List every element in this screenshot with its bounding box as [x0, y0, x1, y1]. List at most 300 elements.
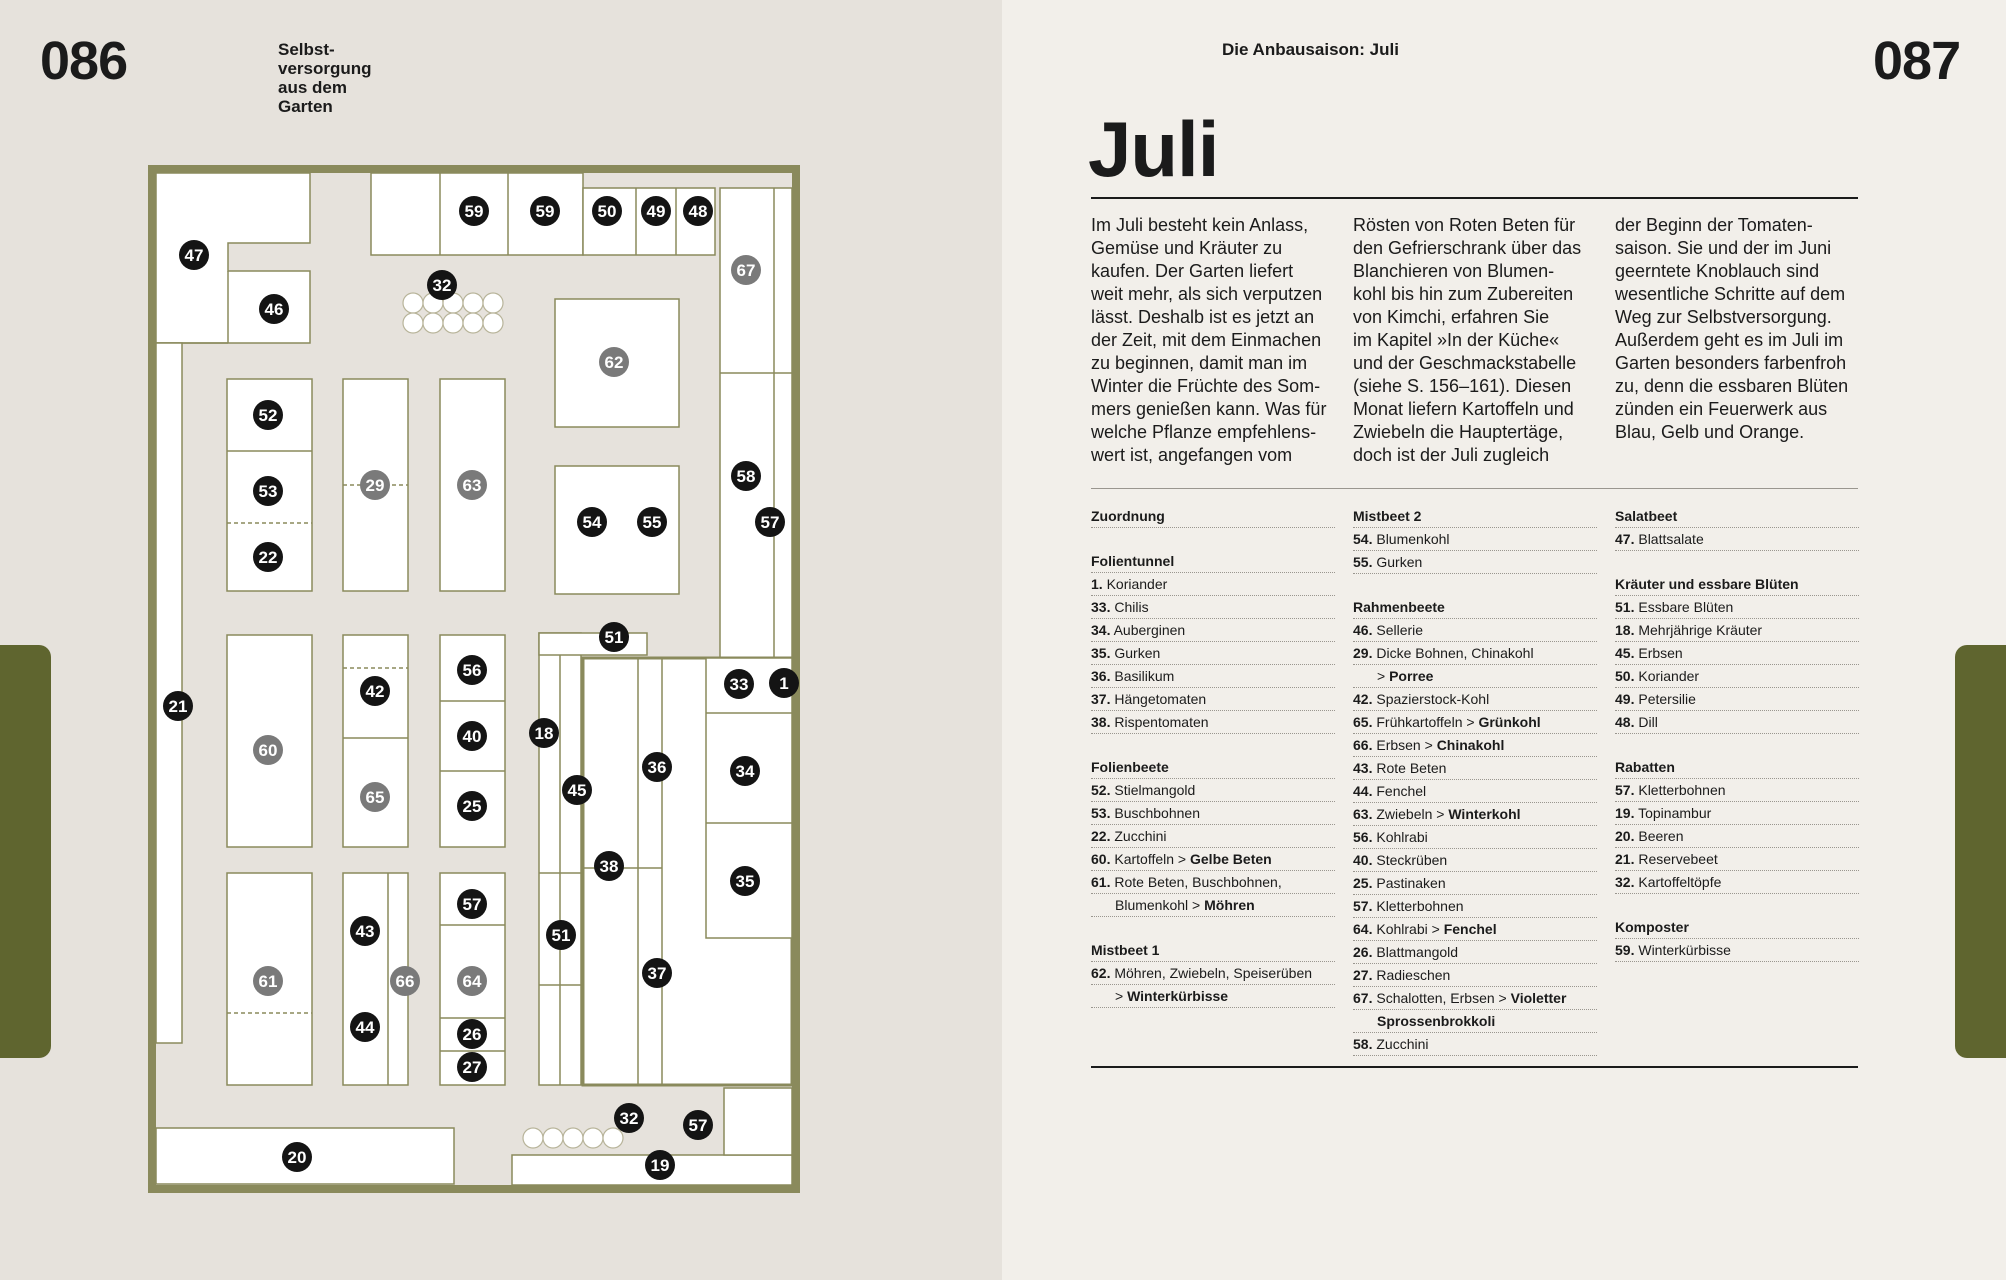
marker-label: 57 — [462, 895, 482, 914]
legend-bold-text: Chinakohl — [1436, 737, 1505, 753]
legend-text: > — [1115, 988, 1124, 1004]
intro-column-2 — [1353, 214, 1595, 467]
marker-label: 49 — [646, 202, 666, 221]
legend-entry — [1353, 619, 1597, 642]
marker-label: 42 — [365, 682, 385, 701]
legend-spacer — [1353, 574, 1597, 596]
legend-text: Beeren — [1638, 828, 1684, 844]
plan-marker-63 — [457, 470, 487, 500]
marker-label: 38 — [599, 857, 619, 876]
legend-number: 26. — [1353, 944, 1373, 960]
plan-marker-1 — [769, 668, 799, 698]
legend-column-2 — [1353, 505, 1597, 1056]
marker-label: 36 — [647, 758, 667, 777]
plan-marker-49 — [641, 196, 671, 226]
legend-text: Zucchini — [1376, 1036, 1429, 1052]
legend-text: Topinambur — [1638, 805, 1712, 821]
marker-label: 52 — [258, 406, 278, 425]
plan-marker-55 — [637, 507, 667, 537]
legend-number: 66. — [1353, 737, 1373, 753]
marker-label: 60 — [258, 741, 278, 760]
plan-marker-19 — [645, 1150, 675, 1180]
legend-text: Hängetomaten — [1114, 691, 1207, 707]
legend-number: 57. — [1353, 898, 1373, 914]
legend-text: Kohlrabi — [1376, 829, 1428, 845]
legend-text: Erbsen > — [1376, 737, 1433, 753]
plan-marker-50 — [592, 196, 622, 226]
legend-entry — [1353, 803, 1597, 826]
plan-marker-40 — [457, 721, 487, 751]
legend-text: Rote Beten, Buschbohnen, — [1114, 874, 1282, 890]
legend-entry — [1615, 825, 1859, 848]
legend-entry — [1353, 987, 1597, 1010]
legend-number: 1. — [1091, 576, 1103, 592]
marker-label: 27 — [462, 1058, 482, 1077]
marker-label: 45 — [567, 781, 587, 800]
legend-number: 62. — [1091, 965, 1111, 981]
plan-marker-67 — [731, 255, 761, 285]
legend-entry — [1353, 642, 1597, 665]
legend-number: 29. — [1353, 645, 1373, 661]
legend-bold-text: Gelbe Beten — [1190, 851, 1272, 867]
marker-label: 33 — [729, 675, 749, 694]
plan-marker-32 — [427, 270, 457, 300]
legend-number: 22. — [1091, 828, 1111, 844]
legend-number: 49. — [1615, 691, 1635, 707]
legend-text: Zwiebeln > — [1376, 806, 1445, 822]
legend-entry — [1615, 642, 1859, 665]
legend-number: 35. — [1091, 645, 1111, 661]
legend-text: Schalotten, Erbsen > — [1376, 990, 1507, 1006]
marker-label: 43 — [355, 922, 375, 941]
intro-line: Blau, Gelb und Orange. — [1615, 422, 1805, 442]
polytunnel-right-bed — [706, 658, 792, 938]
intro-line: doch ist der Juli zugleich — [1353, 445, 1550, 465]
plan-marker-57 — [457, 889, 487, 919]
plan-marker-32 — [614, 1103, 644, 1133]
chapter-tab-right — [1955, 645, 2006, 1058]
plan-marker-51 — [546, 920, 576, 950]
intro-line: welche Pflanze empfehlens- — [1091, 422, 1317, 442]
marker-label: 54 — [582, 513, 602, 532]
legend-text: Spazierstock-Kohl — [1376, 691, 1490, 707]
plan-marker-47 — [179, 240, 209, 270]
legend-heading: Kräuter und essbare Blüten — [1615, 573, 1859, 596]
legend-continuation — [1353, 665, 1597, 688]
legend-entry — [1615, 871, 1859, 894]
legend-text: > — [1377, 668, 1386, 684]
legend-text: Winterkürbisse — [1638, 942, 1731, 958]
legend-entry — [1615, 848, 1859, 871]
legend-text: Kartoffeltöpfe — [1638, 874, 1722, 890]
plan-marker-36 — [642, 752, 672, 782]
legend-number: 54. — [1353, 531, 1373, 547]
marker-label: 56 — [462, 661, 482, 680]
legend-number: 37. — [1091, 691, 1111, 707]
legend-number: 57. — [1615, 782, 1635, 798]
legend-text: Basilikum — [1114, 668, 1175, 684]
legend-entry — [1091, 596, 1335, 619]
intro-line: Zwiebeln die Hauptertäge, — [1353, 422, 1564, 442]
legend-heading: Komposter — [1615, 916, 1859, 939]
legend-number: 55. — [1353, 554, 1373, 570]
legend-text: Zucchini — [1114, 828, 1167, 844]
marker-label: 29 — [365, 476, 385, 495]
legend-heading: Mistbeet 2 — [1353, 505, 1597, 528]
marker-label: 53 — [258, 482, 278, 501]
plan-marker-59 — [459, 196, 489, 226]
intro-line: Rösten von Roten Beten für — [1353, 215, 1576, 235]
marker-label: 48 — [688, 202, 708, 221]
legend-text: Chilis — [1114, 599, 1149, 615]
marker-label: 61 — [258, 972, 278, 991]
marker-label: 46 — [264, 300, 284, 319]
marker-label: 57 — [688, 1116, 708, 1135]
legend-continuation — [1091, 985, 1335, 1008]
marker-label: 66 — [395, 972, 415, 991]
legend-spacer — [1615, 551, 1859, 573]
marker-label: 32 — [619, 1109, 639, 1128]
legend-bold-text: Grünkohl — [1478, 714, 1541, 730]
legend-heading: Folienbeete — [1091, 756, 1335, 779]
legend-entry — [1091, 779, 1335, 802]
legend-text: Reservebeet — [1638, 851, 1718, 867]
legend-number: 67. — [1353, 990, 1373, 1006]
legend-entry — [1353, 941, 1597, 964]
legend-entry — [1091, 665, 1335, 688]
legend-entry — [1615, 802, 1859, 825]
page-number-left: 086 — [40, 31, 128, 91]
legend-text: Koriander — [1106, 576, 1168, 592]
herb-strip-top — [539, 633, 647, 655]
marker-label: 44 — [355, 1018, 375, 1037]
marker-label: 59 — [464, 202, 484, 221]
legend-text: Frühkartoffeln > — [1376, 714, 1475, 730]
legend-entry — [1615, 619, 1859, 642]
legend-heading: Mistbeet 1 — [1091, 939, 1335, 962]
legend-entry — [1091, 711, 1335, 734]
intro-line: zu, denn die essbaren Blüten — [1615, 376, 1849, 396]
legend-heading: Salatbeet — [1615, 505, 1859, 528]
plan-marker-58 — [731, 461, 761, 491]
legend-entry — [1615, 596, 1859, 619]
legend-text: Radieschen — [1376, 967, 1451, 983]
marker-label: 22 — [258, 548, 278, 567]
legend-entry — [1353, 918, 1597, 941]
intro-line: weit mehr, als sich verputzen — [1091, 284, 1323, 304]
legend-text: Dicke Bohnen, Chinakohl — [1376, 645, 1534, 661]
intro-line: im Kapitel »In der Küche« — [1353, 330, 1560, 350]
marker-label: 58 — [736, 467, 756, 486]
legend-heading: Rabatten — [1615, 756, 1859, 779]
marker-label: 55 — [642, 513, 662, 532]
marker-label: 65 — [365, 788, 385, 807]
legend-number: 60. — [1091, 851, 1111, 867]
legend-text: Essbare Blüten — [1638, 599, 1734, 615]
legend-bottom-rule — [1091, 1066, 1858, 1068]
intro-line: Im Juli besteht kein Anlass, — [1091, 215, 1309, 235]
marker-label: 50 — [597, 202, 617, 221]
legend-column-3 — [1615, 505, 1859, 962]
legend-entry — [1615, 939, 1859, 962]
legend-spacer — [1091, 917, 1335, 939]
legend-text: Blattsalate — [1638, 531, 1704, 547]
intro-line: der Beginn der Tomaten- — [1615, 215, 1813, 235]
legend-entry — [1353, 872, 1597, 895]
legend-text: Pastinaken — [1376, 875, 1446, 891]
legend-entry — [1615, 779, 1859, 802]
legend-bold-text: Porree — [1389, 668, 1434, 684]
plan-marker-51 — [599, 622, 629, 652]
legend-entry — [1091, 848, 1335, 871]
plan-marker-61 — [253, 966, 283, 996]
legend-bold-text: Winterkürbisse — [1127, 988, 1229, 1004]
plan-marker-54 — [577, 507, 607, 537]
legend-entry — [1091, 825, 1335, 848]
legend-text: Sellerie — [1376, 622, 1424, 638]
legend-number: 45. — [1615, 645, 1635, 661]
intro-line: der Zeit, mit dem Einmachen — [1091, 330, 1322, 350]
plan-marker-57 — [755, 507, 785, 537]
plan-marker-52 — [253, 400, 283, 430]
legend-text: Petersilie — [1638, 691, 1696, 707]
legend-text: Auberginen — [1113, 622, 1186, 638]
legend-entry — [1091, 642, 1335, 665]
legend-text: Kartoffeln > — [1114, 851, 1187, 867]
legend-text: Fenchel — [1376, 783, 1427, 799]
marker-label: 25 — [462, 797, 482, 816]
marker-label: 62 — [604, 353, 624, 372]
plan-marker-34 — [730, 756, 760, 786]
intro-line: kaufen. Der Garten liefert — [1091, 261, 1294, 281]
legend-entry — [1091, 962, 1335, 985]
legend-bold-text: Sprossenbrokkoli — [1377, 1013, 1496, 1029]
legend-entry — [1091, 871, 1335, 894]
running-title-right: Die Anbausaison: Juli — [1222, 40, 1399, 59]
legend-entry — [1353, 711, 1597, 734]
legend-top-rule — [1091, 488, 1858, 489]
intro-line: mers genießen kann. Was für — [1091, 399, 1327, 419]
legend-text: Kohlrabi > — [1376, 921, 1440, 937]
plan-marker-60 — [253, 735, 283, 765]
legend-number: 20. — [1615, 828, 1635, 844]
legend-entry — [1353, 849, 1597, 872]
legend-entry — [1353, 757, 1597, 780]
intro-line: Monat liefern Kartoffeln und — [1353, 399, 1574, 419]
legend-number: 65. — [1353, 714, 1373, 730]
legend-number: 63. — [1353, 806, 1373, 822]
legend-number: 42. — [1353, 691, 1373, 707]
marker-label: 63 — [462, 476, 482, 495]
legend-bold-text: Violetter — [1510, 990, 1567, 1006]
legend-number: 61. — [1091, 874, 1111, 890]
legend-spacer — [1091, 734, 1335, 756]
legend-entry — [1615, 528, 1859, 551]
legend-number: 33. — [1091, 599, 1111, 615]
legend-number: 21. — [1615, 851, 1635, 867]
legend-number: 53. — [1091, 805, 1111, 821]
legend-number: 18. — [1615, 622, 1635, 638]
legend-entry — [1353, 964, 1597, 987]
legend-entry — [1091, 619, 1335, 642]
legend-number: 51. — [1615, 599, 1635, 615]
intro-line: Weg zur Selbstversorgung. — [1615, 307, 1832, 327]
legend-number: 32. — [1615, 874, 1635, 890]
legend-text: Möhren, Zwiebeln, Speiserüben — [1114, 965, 1313, 981]
legend-text: Erbsen — [1638, 645, 1683, 661]
legend-number: 50. — [1615, 668, 1635, 684]
marker-label: 59 — [535, 202, 555, 221]
intro-line: wesentliche Schritte auf dem — [1615, 284, 1846, 304]
marker-label: 40 — [462, 727, 482, 746]
legend-entry — [1353, 528, 1597, 551]
legend-entry — [1353, 780, 1597, 803]
legend-number: 44. — [1353, 783, 1373, 799]
bed-57-bottom — [724, 1088, 792, 1155]
intro-line: Außerdem geht es im Juli im — [1615, 330, 1844, 350]
legend-bold-text: Möhren — [1204, 897, 1255, 913]
plan-marker-45 — [562, 775, 592, 805]
chapter-tab-left — [0, 645, 51, 1058]
plan-marker-59 — [530, 196, 560, 226]
plan-marker-22 — [253, 542, 283, 572]
marker-label: 34 — [735, 762, 755, 781]
legend-bold-text: Winterkohl — [1448, 806, 1521, 822]
legend-text: Buschbohnen — [1114, 805, 1200, 821]
legend-text: Rispentomaten — [1114, 714, 1209, 730]
legend-number: 56. — [1353, 829, 1373, 845]
plan-marker-42 — [360, 676, 390, 706]
legend-number: 19. — [1615, 805, 1635, 821]
legend-entry — [1353, 551, 1597, 574]
legend-number: 25. — [1353, 875, 1373, 891]
legend-entry — [1353, 826, 1597, 849]
legend-entry — [1091, 688, 1335, 711]
plan-marker-48 — [683, 196, 713, 226]
legend-text: Mehrjährige Kräuter — [1638, 622, 1763, 638]
legend-text: Gurken — [1376, 554, 1423, 570]
marker-label: 67 — [736, 261, 756, 280]
legend-text: Gurken — [1114, 645, 1161, 661]
page-number-right: 087 — [1873, 31, 1961, 91]
legend-spacer — [1091, 528, 1335, 550]
intro-line: kohl bis hin zum Zubereiten — [1353, 284, 1574, 304]
legend-number: 34. — [1091, 622, 1111, 638]
marker-label: 18 — [534, 724, 554, 743]
intro-line: zünden ein Feuerwerk aus — [1615, 399, 1828, 419]
legend-number: 46. — [1353, 622, 1373, 638]
legend-heading: Folientunnel — [1091, 550, 1335, 573]
marker-label: 51 — [551, 926, 571, 945]
legend-entry — [1615, 711, 1859, 734]
intro-line: und der Geschmackstabelle — [1353, 353, 1577, 373]
intro-line: den Gefrierschrank über das — [1353, 238, 1582, 258]
legend-text: Kletterbohnen — [1376, 898, 1464, 914]
legend-number: 36. — [1091, 668, 1111, 684]
legend-text: Kletterbohnen — [1638, 782, 1726, 798]
marker-label: 57 — [760, 513, 780, 532]
marker-label: 19 — [650, 1156, 670, 1175]
running-title-left: Selbst- versorgung aus dem Garten — [278, 40, 372, 116]
plan-marker-29 — [360, 470, 390, 500]
legend-number: 64. — [1353, 921, 1373, 937]
legend-number: 48. — [1615, 714, 1635, 730]
legend-continuation — [1091, 894, 1335, 917]
plan-marker-20 — [282, 1142, 312, 1172]
plan-marker-56 — [457, 655, 487, 685]
legend-number: 43. — [1353, 760, 1373, 776]
legend-number: 52. — [1091, 782, 1111, 798]
plan-marker-53 — [253, 476, 283, 506]
plan-marker-66 — [390, 966, 420, 996]
plan-marker-43 — [350, 916, 380, 946]
marker-label: 47 — [184, 246, 204, 265]
plan-marker-38 — [594, 851, 624, 881]
intro-column-3 — [1615, 214, 1857, 444]
legend-text: Rote Beten — [1376, 760, 1447, 776]
page-title: Juli — [1088, 105, 1219, 193]
intro-line: saison. Sie und der im Juni — [1615, 238, 1832, 258]
legend-text: Blumenkohl > — [1115, 897, 1201, 913]
legend-heading: Rahmenbeete — [1353, 596, 1597, 619]
legend-text: Dill — [1638, 714, 1658, 730]
plan-marker-35 — [730, 866, 760, 896]
marker-label: 32 — [432, 276, 452, 295]
marker-label: 1 — [779, 674, 789, 693]
title-rule — [1091, 197, 1858, 199]
plan-marker-57 — [683, 1110, 713, 1140]
plan-marker-37 — [642, 958, 672, 988]
plan-marker-26 — [457, 1019, 487, 1049]
legend-entry — [1353, 688, 1597, 711]
intro-line: (siehe S. 156–161). Diesen — [1353, 376, 1572, 396]
plan-marker-25 — [457, 791, 487, 821]
intro-line: von Kimchi, erfahren Sie — [1353, 307, 1550, 327]
plan-marker-18 — [529, 718, 559, 748]
garden-plan — [146, 163, 806, 1198]
intro-line: zu beginnen, damit man im — [1091, 353, 1308, 373]
plan-marker-27 — [457, 1052, 487, 1082]
bed-42-65 — [343, 635, 408, 847]
intro-line: wert ist, angefangen vom — [1091, 445, 1293, 465]
legend-entry — [1091, 573, 1335, 596]
legend-heading: Zuordnung — [1091, 505, 1335, 528]
legend-text: Stielmangold — [1114, 782, 1196, 798]
legend-number: 58. — [1353, 1036, 1373, 1052]
legend-entry — [1353, 1033, 1597, 1056]
intro-line: geerntete Knoblauch sind — [1615, 261, 1820, 281]
legend-spacer — [1615, 894, 1859, 916]
legend-entry — [1615, 665, 1859, 688]
legend-entry — [1615, 688, 1859, 711]
plan-marker-65 — [360, 782, 390, 812]
legend-number: 40. — [1353, 852, 1373, 868]
plan-marker-21 — [163, 691, 193, 721]
legend-entry — [1353, 895, 1597, 918]
plan-marker-64 — [457, 966, 487, 996]
intro-line: Blanchieren von Blumen- — [1353, 261, 1555, 281]
intro-line: Garten besonders farbenfroh — [1615, 353, 1847, 373]
legend-number: 47. — [1615, 531, 1635, 547]
intro-line: lässt. Deshalb ist es jetzt an — [1091, 307, 1315, 327]
marker-label: 37 — [647, 964, 667, 983]
legend-bold-text: Fenchel — [1443, 921, 1497, 937]
marker-label: 20 — [287, 1148, 307, 1167]
marker-label: 35 — [735, 872, 755, 891]
legend-text: Koriander — [1638, 668, 1700, 684]
legend-number: 27. — [1353, 967, 1373, 983]
legend-text: Blattmangold — [1376, 944, 1459, 960]
